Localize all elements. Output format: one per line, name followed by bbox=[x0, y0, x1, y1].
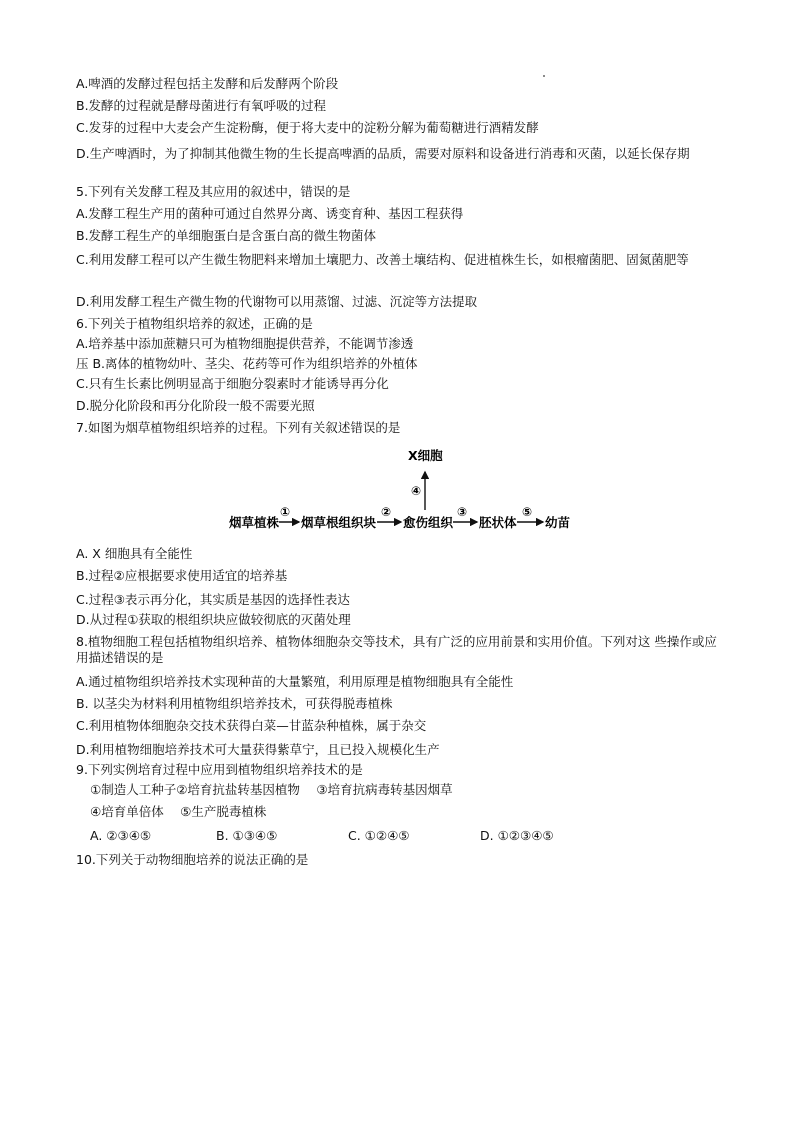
option-b-q4: B.发酵的过程就是酵母菌进行有氧呼吸的过程 bbox=[76, 98, 327, 113]
option-d-q4: D.生产啤酒时，为了抑制其他微生物的生长提高啤酒的品质，需要对原料和设备进行消毒和灭菌，以延长保存期 bbox=[76, 146, 690, 161]
option-c-q8: C.利用植物体细胞杂交技术获得白菜—甘蓝杂种植株，属于杂交 bbox=[76, 718, 427, 733]
step-1-label: ① bbox=[280, 505, 291, 519]
option-d-q9: D. ①②③④⑤ bbox=[480, 828, 554, 843]
option-a-q8: A.通过植物组织培养技术实现种苗的大量繁殖，利用原理是植物细胞具有全能性 bbox=[76, 674, 514, 689]
step-4-label: ④ bbox=[411, 484, 422, 498]
option-d-q5: D.利用发酵工程生产微生物的代谢物可以用蒸馏、过滤、沉淀等方法提取 bbox=[76, 294, 478, 309]
tissue-culture-diagram bbox=[225, 442, 585, 542]
option-d-q8: D.利用植物细胞培养技术可大量获得紫草宁，且已投入规模化生产 bbox=[76, 742, 440, 757]
option-a-q5: A.发酵工程生产用的菌种可通过自然界分离、诱变育种、基因工程获得 bbox=[76, 206, 464, 221]
option-b-q6: 压 B.离体的植物幼叶、茎尖、花药等可作为组织培养的外植体 bbox=[76, 356, 418, 371]
node-root-tissue: 烟草根组织块 bbox=[301, 515, 377, 530]
speck bbox=[543, 75, 545, 77]
step-5-label: ⑤ bbox=[522, 505, 533, 519]
option-a-q7: A. X 细胞具有全能性 bbox=[76, 546, 193, 561]
option-b-q8: B. 以茎尖为材料利用植物组织培养技术，可获得脱毒植株 bbox=[76, 696, 393, 711]
node-seedling: 幼苗 bbox=[545, 515, 571, 530]
option-c-q5: C.利用发酵工程可以产生微生物肥料来增加土壤肥力、改善土壤结构、促进植株生长，如根瘤菌肥、固氮菌肥等 bbox=[76, 252, 689, 267]
question-7: 7.如图为烟草植物组织培养的过程。下列有关叙述错误的是 bbox=[76, 420, 401, 435]
question-5: 5.下列有关发酵工程及其应用的叙述中，错误的是 bbox=[76, 184, 351, 199]
option-c-q6: C.只有生长素比例明显高于细胞分裂素时才能诱导再分化 bbox=[76, 376, 389, 391]
option-d-q6: D.脱分化阶段和再分化阶段一般不需要光照 bbox=[76, 398, 315, 413]
option-a-q6: A.培养基中添加蔗糖只可为植物细胞提供营养，不能调节渗透 bbox=[76, 336, 414, 351]
q9-items-line-2: ④培育单倍体 ⑤生产脱毒植株 bbox=[90, 804, 267, 819]
node-tobacco-plant: 烟草植株 bbox=[229, 515, 280, 530]
node-embryoid: 胚状体 bbox=[479, 515, 517, 530]
question-6: 6.下列关于植物组织培养的叙述，正确的是 bbox=[76, 316, 313, 331]
option-b-q5: B.发酵工程生产的单细胞蛋白是含蛋白高的微生物菌体 bbox=[76, 228, 377, 243]
step-2-label: ② bbox=[381, 505, 392, 519]
option-c-q9: C. ①②④⑤ bbox=[348, 828, 410, 843]
option-c-q7: C.过程③表示再分化，其实质是基因的选择性表达 bbox=[76, 592, 350, 607]
question-9: 9.下列实例培育过程中应用到植物组织培养技术的是 bbox=[76, 762, 363, 777]
question-10: 10.下列关于动物细胞培养的说法正确的是 bbox=[76, 852, 309, 867]
option-b-q9: B. ①③④⑤ bbox=[216, 828, 278, 843]
question-8: 8.植物细胞工程包括植物组织培养、植物体细胞杂交等技术，具有广泛的应用前景和实用价值。下列对这 些操作或应用描述错误的是 bbox=[76, 634, 717, 665]
option-d-q7: D.从过程①获取的根组织块应做较彻底的灭菌处理 bbox=[76, 612, 351, 627]
option-a-q9: A. ②③④⑤ bbox=[90, 828, 152, 843]
option-a-q4: A.啤酒的发酵过程包括主发酵和后发酵两个阶段 bbox=[76, 76, 339, 91]
option-c-q4: C.发芽的过程中大麦会产生淀粉酶，便于将大麦中的淀粉分解为葡萄糖进行酒精发酵 bbox=[76, 120, 539, 135]
node-x-cell: X细胞 bbox=[408, 448, 443, 463]
node-callus: 愈伤组织 bbox=[403, 515, 454, 530]
step-3-label: ③ bbox=[457, 505, 468, 519]
option-b-q7: B.过程②应根据要求使用适宜的培养基 bbox=[76, 568, 288, 583]
q9-items-line-1: ①制造人工种子②培育抗盐转基因植物 ③培育抗病毒转基因烟草 bbox=[90, 782, 453, 797]
